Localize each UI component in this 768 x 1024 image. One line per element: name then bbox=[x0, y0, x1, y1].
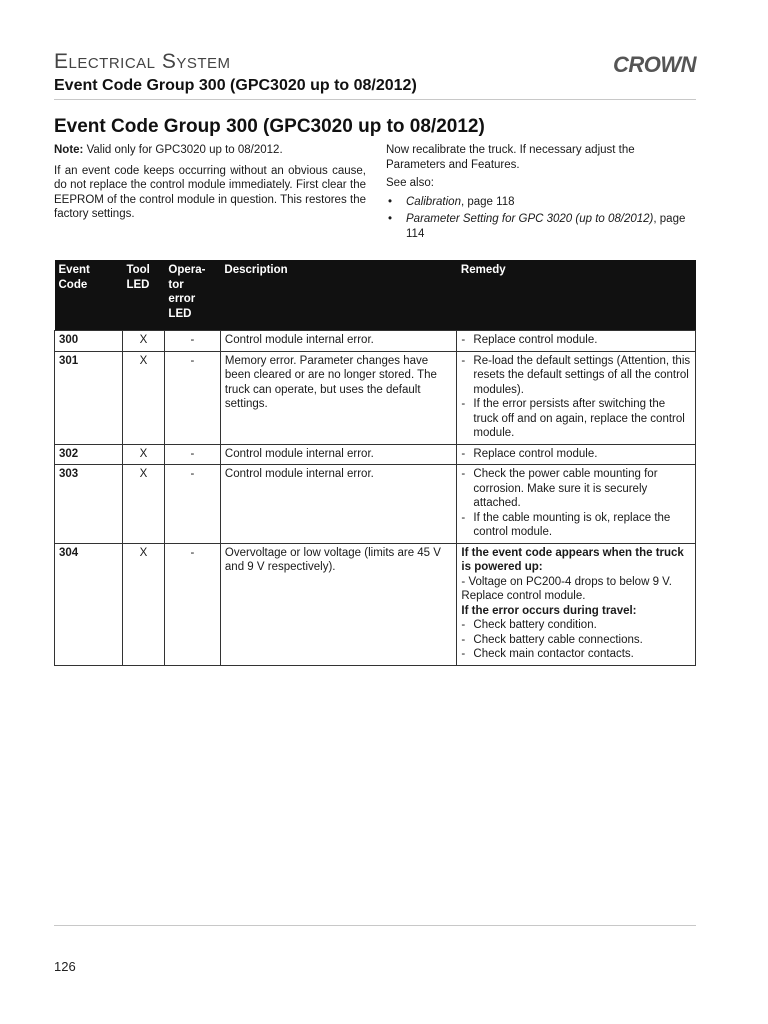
remedy-text: Check the power cable mounting for corrosion. Make sure it is securely attached. bbox=[473, 468, 658, 509]
remedy-cell bbox=[457, 331, 696, 352]
dash-marker: - bbox=[461, 619, 466, 631]
see-also-item[interactable] bbox=[386, 212, 696, 241]
remedy-text: Check main contactor contacts. bbox=[473, 648, 634, 660]
remedy-step bbox=[461, 397, 691, 441]
page-title: Event Code Group 300 (GPC3020 up to 08/2012) bbox=[54, 116, 485, 137]
remedy-step bbox=[461, 618, 691, 633]
link-calibration[interactable]: Calibration bbox=[406, 195, 461, 208]
remedy-cell bbox=[457, 465, 696, 544]
remedy-step bbox=[461, 647, 691, 662]
dash-marker: - bbox=[461, 334, 466, 346]
header-subtitle: Event Code Group 300 (GPC3020 up to 08/2012) bbox=[54, 77, 417, 94]
header-event-code: Event Code bbox=[55, 260, 123, 331]
table-header-row bbox=[55, 260, 696, 331]
operator-led-cell: - bbox=[164, 444, 220, 465]
note-label: Note: bbox=[54, 144, 84, 156]
table-row bbox=[55, 444, 696, 465]
event-code-cell: 302 bbox=[55, 444, 123, 465]
remedy-text: Replace control module. bbox=[473, 334, 598, 346]
remedy-text: Replace control module. bbox=[473, 447, 598, 460]
remedy-text: Re-load the default settings (Attention, this resets the default settings of all the control modules). bbox=[473, 354, 691, 396]
remedy-text: - Voltage on PC200-4 drops to below 9 V. Replace control module. bbox=[461, 575, 672, 602]
operator-led-cell: - bbox=[164, 465, 220, 544]
header-description: Description bbox=[220, 260, 457, 331]
right-column bbox=[386, 143, 696, 244]
footer-divider bbox=[54, 925, 696, 926]
left-column bbox=[54, 143, 366, 228]
remedy-step bbox=[461, 354, 691, 398]
table-row bbox=[55, 351, 696, 444]
crown-logo: CROWN bbox=[612, 52, 696, 77]
remedy-cell bbox=[457, 444, 696, 465]
remedy-cell bbox=[457, 543, 696, 665]
description-cell: Control module internal error. bbox=[220, 331, 457, 352]
table-row bbox=[55, 465, 696, 544]
operator-led-cell: - bbox=[164, 543, 220, 665]
header-section-title: Electrical System bbox=[54, 50, 231, 73]
link-parameter-setting[interactable]: Parameter Setting for GPC 3020 (up to 08/2012) bbox=[406, 213, 654, 225]
tool-led-cell: X bbox=[122, 351, 164, 444]
see-also-list bbox=[386, 195, 696, 242]
bullet-icon: • bbox=[388, 195, 393, 208]
operator-led-cell: - bbox=[164, 351, 220, 444]
table-row bbox=[55, 543, 696, 665]
see-also-item[interactable] bbox=[386, 195, 696, 210]
remedy-step bbox=[461, 511, 691, 540]
remedy-step bbox=[461, 633, 691, 648]
remedy-text: Check battery condition. bbox=[473, 619, 597, 631]
remedy-condition: If the event code appears when the truck is powered up: bbox=[461, 546, 684, 573]
dash-marker: - bbox=[461, 511, 466, 524]
note-text: Valid only for GPC3020 up to 08/2012. bbox=[83, 144, 283, 156]
page-number: 126 bbox=[54, 959, 76, 974]
header-divider bbox=[54, 99, 696, 100]
event-code-cell: 303 bbox=[55, 465, 123, 544]
dash-marker: - bbox=[461, 633, 466, 646]
remedy-step bbox=[461, 447, 691, 462]
remedy-cell bbox=[457, 351, 696, 444]
event-code-cell: 304 bbox=[55, 543, 123, 665]
table-row bbox=[55, 331, 696, 352]
tool-led-cell: X bbox=[122, 331, 164, 352]
tool-led-cell: X bbox=[122, 543, 164, 665]
remedy-text: Check battery cable connections. bbox=[473, 633, 643, 646]
link-page: , page 118 bbox=[460, 195, 515, 208]
recalibrate-paragraph: Now recalibrate the truck. If necessary adjust the Parameters and Features. bbox=[386, 144, 635, 171]
remedy-step bbox=[461, 467, 691, 511]
description-cell: Control module internal error. bbox=[220, 444, 457, 465]
remedy-condition: If the error occurs during travel: bbox=[461, 604, 637, 617]
header-tool-led: Tool LED bbox=[122, 260, 164, 331]
description-cell: Memory error. Parameter changes have been cleared or are no longer stored. The truck can operate, but uses the default settings. bbox=[220, 351, 457, 444]
note bbox=[54, 143, 366, 158]
operator-led-cell: - bbox=[164, 331, 220, 352]
description-cell: Control module internal error. bbox=[220, 465, 457, 544]
see-also-label: See also: bbox=[386, 177, 434, 189]
event-code-cell: 301 bbox=[55, 351, 123, 444]
dash-marker: - bbox=[461, 354, 466, 367]
tool-led-cell: X bbox=[122, 465, 164, 544]
remedy-text: If the error persists after switching the truck off and on again, replace the control module. bbox=[473, 398, 685, 439]
dash-marker: - bbox=[461, 447, 466, 460]
event-code-cell: 300 bbox=[55, 331, 123, 352]
dash-marker: - bbox=[461, 468, 466, 480]
dash-marker: - bbox=[461, 398, 466, 410]
remedy-text: If the cable mounting is ok, replace the control module. bbox=[473, 511, 671, 538]
description-cell: Overvoltage or low voltage (limits are 45 V and 9 V respectively). bbox=[220, 543, 457, 665]
tool-led-cell: X bbox=[122, 444, 164, 465]
event-code-table bbox=[54, 260, 696, 666]
bullet-icon: • bbox=[388, 213, 393, 225]
header-remedy: Remedy bbox=[457, 260, 696, 331]
link-page: , page 114 bbox=[406, 213, 686, 240]
dash-marker: - bbox=[461, 648, 466, 660]
remedy-step bbox=[461, 333, 691, 348]
header-operator-error-led: Opera-tor error LED bbox=[164, 260, 220, 331]
intro-paragraph: If an event code keeps occurring without an obvious cause, do not replace the control module immediately. First clear the EEPROM of the control module in question. This restores the factory settings. bbox=[54, 164, 366, 220]
